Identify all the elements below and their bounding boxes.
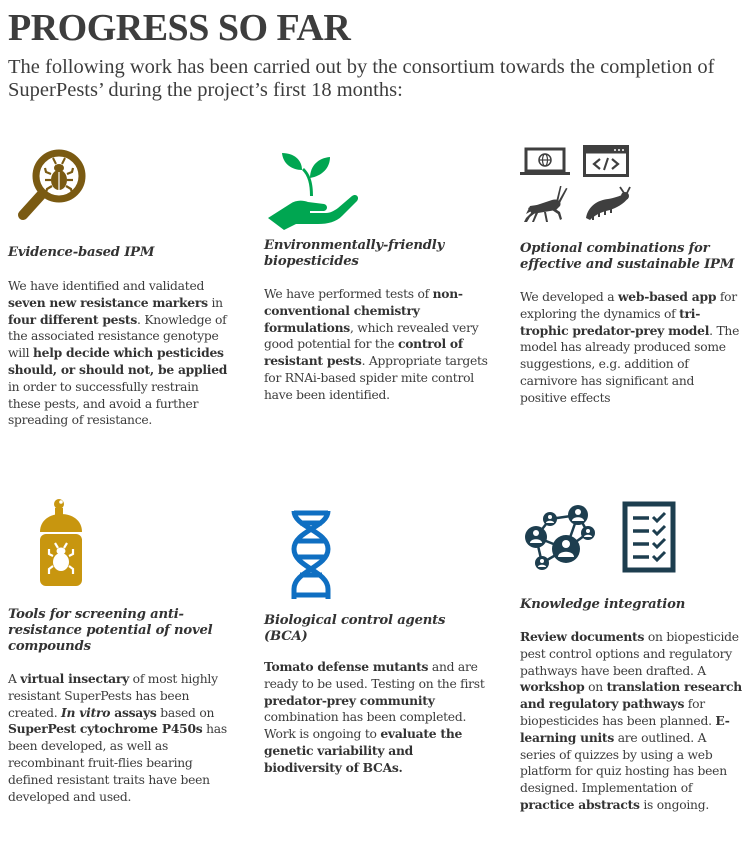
hand-plant-icon (266, 148, 361, 233)
body-text: A (8, 672, 21, 686)
body-text: and are ready to be used. Testing on the first (264, 660, 485, 691)
emphasis-text: SuperPest cytochrome P450s (8, 721, 203, 737)
card-screening-tools (8, 495, 233, 805)
emphasis-text: E-learning units (520, 712, 730, 745)
emphasis-text: Review documents (520, 629, 645, 644)
intro-text: The following work has been carried out by the consortium towards the completion of SuperPests’ during the project’s first 18 months: (8, 56, 715, 101)
dna-icon (288, 509, 338, 601)
body-text: . The model has already produced some suggestions, e.g. addition of carnivore has significant and positive effects (520, 323, 740, 405)
card-body (264, 286, 489, 404)
card-heading: Environmentally-friendly biopesticides (264, 238, 445, 269)
emphasis-text: evaluate the genetic variability and biodiversity of BCAs. (264, 726, 463, 775)
body-text: . Appropriate targets for RNAi-based spider mite control have been identified. (264, 354, 488, 402)
code-window-icon (583, 145, 629, 177)
card-biopesticides (264, 140, 489, 404)
card-heading: Optional combinations for effective and sustainable IPM (520, 241, 735, 272)
body-text: in order to successfully restrain these pests, and avoid a further spreading of resistance. (8, 379, 199, 428)
card-body (8, 671, 233, 805)
grasshopper-icon (522, 184, 570, 224)
icon-area (520, 495, 742, 583)
icon-area (8, 495, 233, 593)
card-biological-control-agents (264, 495, 489, 777)
emphasis-text: web-based app (617, 289, 717, 304)
laptop-globe-icon (520, 147, 570, 177)
emphasis-text: non-conventional chemistry formulations (264, 286, 463, 335)
magnifier-bug-icon (14, 144, 94, 224)
emphasis-text: seven new resistance markers (8, 294, 208, 310)
body-text: on (584, 680, 607, 695)
body-text: , which revealed very good potential for the (264, 320, 479, 352)
icon-area (264, 140, 489, 228)
spray-can-bug-icon (36, 498, 86, 590)
body-text: of most highly resistant SuperPests has been created. (8, 672, 218, 720)
card-heading: Knowledge integration (520, 597, 686, 612)
body-text: based on (156, 705, 215, 720)
body-text: is ongoing. (639, 797, 709, 812)
card-heading: Evidence-based IPM (8, 245, 155, 260)
emphasis-text: translation research and regulatory pathways (520, 679, 742, 712)
caterpillar-icon (582, 184, 632, 224)
emphasis-text: predator-prey community (264, 692, 435, 708)
card-knowledge-integration (520, 495, 742, 814)
icon-area (8, 140, 233, 228)
emphasis-text: Tomato defense mutants (264, 659, 429, 674)
card-body (520, 629, 742, 814)
emphasis-text: practice abstracts (520, 796, 640, 812)
card-body (8, 278, 233, 429)
body-text: combination has been completed. Work is ongoing to (264, 710, 467, 742)
page-title: PROGRESS SO FAR (8, 7, 351, 49)
body-text: for biopesticides has been planned. (520, 697, 716, 728)
people-network-icon (522, 503, 602, 575)
body-text: has been developed, as well as recombinant fruit-flies bearing defined resistant traits have been developed and used. (8, 722, 227, 804)
card-body (520, 289, 742, 407)
emphasis-text: four different pests (8, 311, 138, 327)
icon-area (520, 140, 742, 228)
body-text: on biopesticide pest control options and regulatory pathways have been drafted. A (520, 630, 739, 678)
emphasis-text: virtual insectary (20, 671, 130, 686)
body-text: . Knowledge of the associated resistance genotype will (8, 312, 227, 361)
card-heading: Biological control agents (BCA) (264, 613, 446, 644)
card-heading: Tools for screening anti-resistance potential of novel compounds (8, 607, 213, 654)
icon-area (264, 495, 489, 593)
body-text: We have identified and validated (8, 279, 205, 293)
body-text: in (207, 295, 223, 310)
emphasis-text: In vitro (61, 704, 111, 720)
body-text: We developed a (520, 290, 618, 304)
emphasis-text: tri-trophic predator-prey model (520, 305, 710, 338)
checklist-icon (622, 501, 678, 573)
emphasis-text: help decide which pesticides should, or should not, be applied (8, 345, 228, 377)
body-text: are outlined. A series of quizzes by using a web platform for quiz hosting has been designed. Implementation of (520, 730, 727, 796)
emphasis-text: control of resistant pests (264, 336, 463, 369)
card-body (264, 659, 489, 777)
emphasis-text: workshop (520, 679, 585, 695)
card-evidence-based-ipm (8, 140, 233, 429)
card-optional-combinations (520, 140, 742, 407)
emphasis-text: assays (110, 704, 157, 720)
body-text: We have performed tests of (264, 287, 433, 301)
body-text: for exploring the dynamics of (520, 290, 737, 321)
